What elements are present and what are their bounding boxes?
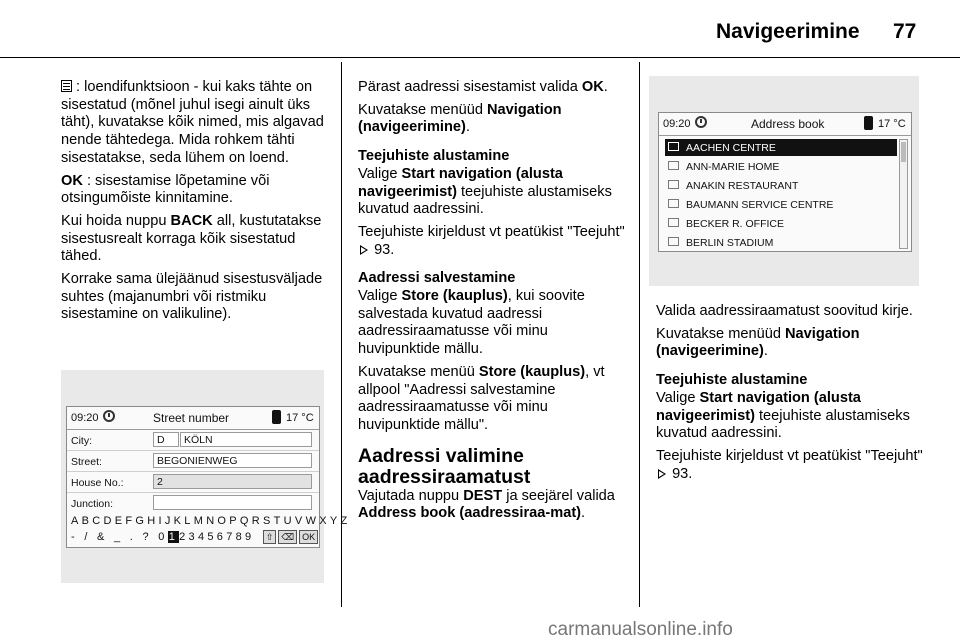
heading-select-from-address-book: Aadressi valimine aadressiraamatust: [358, 444, 531, 488]
text: teejuhiste alustamiseks kuvatud aadressini.: [656, 407, 910, 442]
page-reference-icon: [658, 469, 666, 479]
list-item-label: BECKER R. OFFICE: [686, 218, 785, 230]
country-input[interactable]: D: [153, 432, 179, 447]
back-text-c: all, kustutatakse sisestusrealt korraga kõik sisestatud tähed.: [61, 212, 322, 265]
keyboard-row-digits[interactable]: [71, 530, 318, 544]
navigation-menu-paragraph: [358, 102, 630, 137]
text: , kui soovite salvestada kuvatud aadressi aadressiraamatusse või minu huvipunktide mällu.: [358, 288, 585, 358]
address-entry-icon: [668, 218, 679, 227]
temperature: 17 °C: [878, 118, 906, 130]
text: Valige: [656, 389, 700, 406]
ok-text: : sisestamise lõpetamine või otsingumõiste kinnitamine.: [61, 172, 270, 207]
list-item-label: ANN-MARIE HOME: [686, 161, 780, 173]
divider: [67, 471, 319, 472]
ok-key[interactable]: OK: [299, 530, 318, 544]
start-guidance-paragraph: [656, 390, 926, 443]
page-number: 77: [893, 20, 917, 43]
clock-time: 09:20: [663, 118, 691, 130]
start-navigation-label: Start navigation (alusta navigeerimist): [358, 165, 563, 200]
select-entry-paragraph: [656, 303, 926, 321]
letters[interactable]: ABCDEFGHIJKLMNOPQRSTUVWXYZ: [71, 515, 351, 527]
field-label: Junction:: [71, 498, 114, 510]
text: .: [763, 343, 768, 360]
store-label: Store (kauplus): [478, 363, 586, 380]
thermometer-icon: [272, 410, 281, 424]
selected-key[interactable]: 1: [168, 530, 179, 543]
column-2: [358, 79, 630, 528]
clock-time: 09:20: [71, 412, 99, 424]
up-arrow-icon[interactable]: ⇧: [263, 530, 277, 544]
temperature: 17 °C: [286, 412, 314, 424]
house-no-input[interactable]: 2: [153, 474, 312, 489]
address-book-paragraph: [358, 488, 630, 523]
header-rule: [0, 57, 960, 58]
text: Valige: [358, 288, 402, 305]
symbols[interactable]: - / & _ . ? 0: [71, 530, 168, 543]
list-item-label: AACHEN CENTRE: [686, 142, 776, 154]
list-item[interactable]: [665, 139, 897, 156]
list-item[interactable]: [665, 215, 897, 232]
back-text-a: Kui hoida nuppu: [61, 212, 171, 229]
list-item[interactable]: [665, 177, 897, 194]
street-input[interactable]: BEGONIENWEG: [153, 453, 312, 468]
status-bar: [659, 113, 911, 136]
column-divider-right: [639, 62, 640, 607]
address-entry-icon: [668, 199, 679, 208]
text: Valida aadressiraamatust soovitud kirje.: [656, 303, 913, 319]
heading-start-guidance: Teejuhiste alustamine: [358, 148, 510, 165]
text: Vajutada nuppu: [358, 487, 464, 504]
navigation-label: Navigation (navigeerimine): [358, 101, 562, 136]
text: ja seejärel valida: [502, 487, 615, 504]
page-title: Navigeerimine: [716, 20, 860, 43]
scrollbar-thumb[interactable]: [901, 142, 906, 162]
heading-start-guidance: Teejuhiste alustamine: [656, 372, 808, 389]
page-reference: 93.: [374, 241, 395, 258]
list-item-label: BERLIN STADIUM: [686, 237, 774, 249]
address-entry-icon: [668, 180, 679, 189]
list-item[interactable]: [665, 234, 897, 251]
field-street: [71, 453, 315, 469]
junction-input[interactable]: [153, 495, 312, 510]
ok-label: OK: [61, 172, 83, 189]
screen-title: Street number: [153, 411, 230, 425]
keyboard-row-letters[interactable]: [71, 515, 351, 527]
text: Teejuhiste kirjeldust vt peatükist "Teejuht": [656, 447, 923, 464]
back-paragraph: [61, 213, 331, 266]
divider: [67, 492, 319, 493]
list-item-label: BAUMANN SERVICE CENTRE: [686, 199, 834, 211]
clock-icon: [103, 410, 115, 422]
screen-title: Address book: [751, 117, 825, 131]
guidance-reference-paragraph: [656, 448, 926, 483]
field-label: Street:: [71, 456, 102, 468]
after-address-paragraph: [358, 79, 630, 97]
watermark: carmanualsonline.info: [548, 619, 733, 640]
guidance-reference-paragraph: [358, 224, 630, 259]
heading-save-address: Aadressi salvestamine: [358, 270, 516, 287]
address-entry-icon: [668, 237, 679, 246]
dest-label: DEST: [463, 487, 503, 504]
divider: [67, 450, 319, 451]
column-1: [61, 79, 331, 329]
save-paragraph: [358, 288, 630, 359]
text: teejuhiste alustamiseks kuvatud aadressini.: [358, 183, 612, 218]
street-number-screen: [66, 406, 351, 548]
scrollbar[interactable]: [899, 139, 908, 249]
field-label: House No.:: [71, 477, 124, 489]
repeat-paragraph: [61, 271, 331, 324]
text: , vt allpool "Aadressi salvestamine aadressiraamatusse või minu huvipunktide mällu".: [358, 363, 605, 433]
field-label: City:: [71, 435, 92, 447]
address-entry-icon: [668, 142, 679, 151]
column-3: [656, 303, 926, 488]
list-item[interactable]: [665, 196, 897, 213]
address-book-screenshot: [649, 76, 919, 286]
field-house-no: [71, 474, 315, 490]
field-junction: [71, 495, 315, 511]
text: .: [581, 505, 586, 522]
field-city: [71, 432, 315, 448]
text: Valige: [358, 165, 402, 182]
start-guidance-paragraph: [358, 166, 630, 219]
status-bar: [67, 407, 319, 430]
ok-paragraph: [61, 173, 331, 208]
page-reference: 93.: [672, 465, 693, 482]
list-item-label: ANAKIN RESTAURANT: [686, 180, 799, 192]
repeat-text: Korrake sama ülejäänud sisestusväljade suhtes (majanumbri või ristmiku sisestamine on valikuline).: [61, 271, 323, 323]
street-number-screenshot: [61, 370, 351, 583]
thermometer-icon: [864, 116, 873, 130]
page-reference-icon: [360, 245, 368, 255]
text: .: [603, 79, 608, 95]
city-input[interactable]: KÖLN: [180, 432, 312, 447]
address-book-label: Address book (aadressiraa-mat): [358, 505, 582, 522]
back-label: BACK: [170, 212, 213, 229]
navigation-label: Navigation (navigeerimine): [656, 325, 860, 360]
ok-label: OK: [581, 79, 604, 95]
address-entry-icon: [668, 161, 679, 170]
text: .: [465, 119, 470, 136]
digits[interactable]: 23456789: [179, 530, 255, 543]
text: Teejuhiste kirjeldust vt peatükist "Teejuht": [358, 223, 625, 240]
text: Kuvatakse menüüd: [358, 101, 487, 118]
backspace-icon[interactable]: ⌫: [278, 530, 297, 544]
clock-icon: [695, 116, 707, 128]
store-menu-paragraph: [358, 364, 630, 435]
text: Pärast aadressi sisestamist valida: [358, 79, 582, 95]
text: Kuvatakse menüüd: [656, 325, 785, 342]
list-function-paragraph: [61, 79, 331, 168]
list-item[interactable]: [665, 158, 897, 175]
navigation-menu-paragraph: [656, 326, 926, 361]
text: Kuvatakse menüü: [358, 363, 479, 380]
menu-icon: [61, 80, 72, 92]
address-book-screen: [658, 112, 912, 252]
list-function-text: : loendifunktsioon - kui kaks tähte on sisestatud (mõnel juhul isegi ainult üks täht), kuvatakse kõik nimed, mis algavad nende tähtedega. Mida rohkem tähti sisestatakse, seda lühem on loend.: [61, 79, 324, 166]
store-label: Store (kauplus): [401, 288, 508, 305]
start-navigation-label: Start navigation (alusta navigeerimist): [656, 389, 861, 424]
